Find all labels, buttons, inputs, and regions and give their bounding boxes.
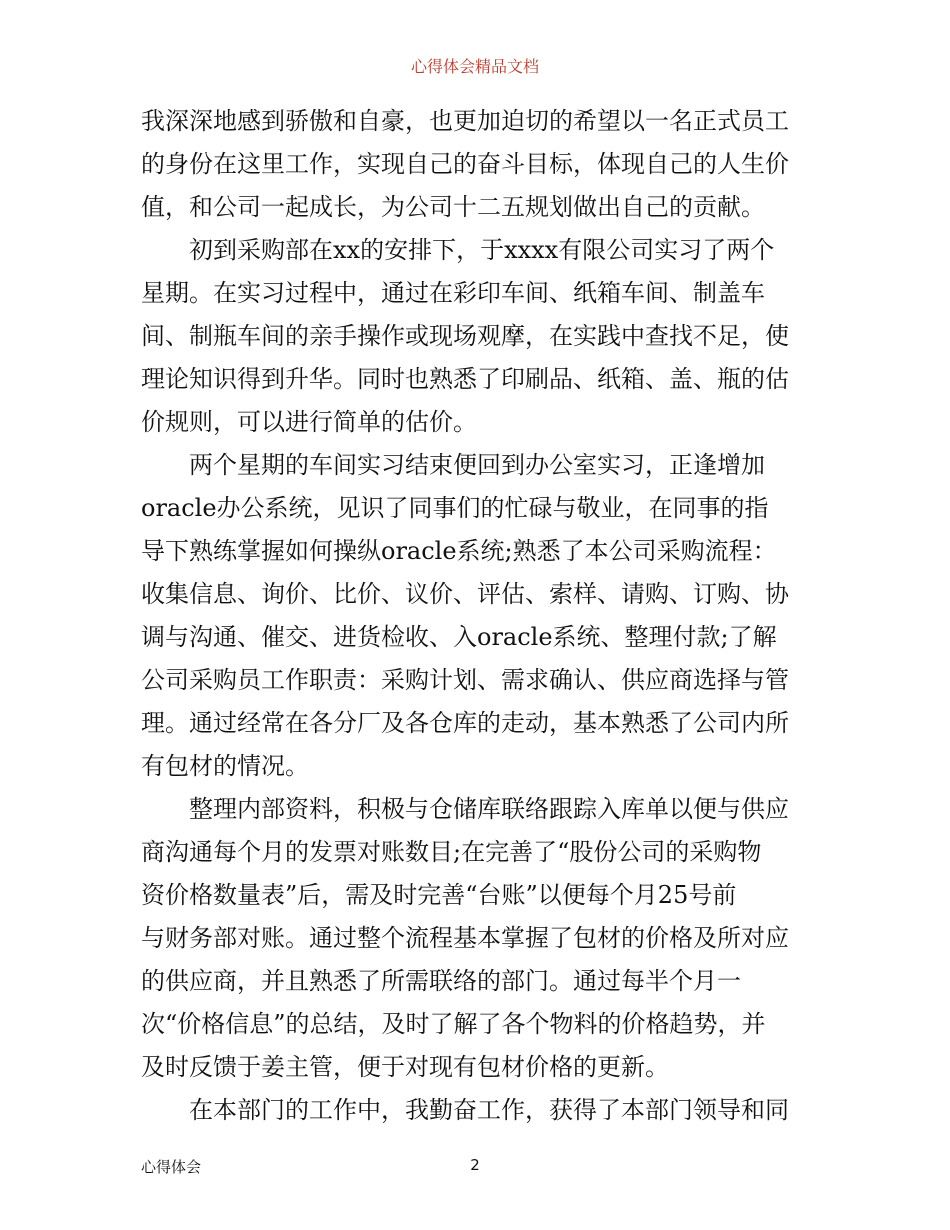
- body-line: 初到采购部在xx的安排下，于xxxx有限公司实习了两个: [189, 236, 775, 264]
- body-line: 星期。在实习过程中，通过在彩印车间、纸箱车间、制盖车: [141, 279, 765, 307]
- body-line: 两个星期的车间实习结束便回到办公室实习，正逢增加: [189, 451, 765, 479]
- body-line: 商沟通每个月的发票对账数目;在完善了“股份公司的采购物: [141, 838, 762, 866]
- body-line: 有包材的情况。: [141, 752, 309, 780]
- body-line: 资价格数量表”后，需及时完善“台账”以便每个月25号前: [141, 881, 737, 909]
- body-line: 理论知识得到升华。同时也熟悉了印刷品、纸箱、盖、瓶的估: [141, 365, 789, 393]
- page-number: 2: [470, 1156, 480, 1174]
- body-line: 理。通过经常在各分厂及各仓库的走动，基本熟悉了公司内所: [141, 709, 789, 737]
- body-line: 在本部门的工作中，我勤奋工作，获得了本部门领导和同: [189, 1096, 789, 1124]
- body-line: 的身份在这里工作，实现自己的奋斗目标，体现自己的人生价: [141, 150, 789, 178]
- footer-label: 心得体会: [141, 1158, 202, 1176]
- body-line: 调与沟通、催交、进货检收、入oracle系统、整理付款;了解: [141, 623, 777, 651]
- body-line: 间、制瓶车间的亲手操作或现场观摩，在实践中查找不足，使: [141, 322, 789, 350]
- body-line: 及时反馈于姜主管，便于对现有包材价格的更新。: [141, 1053, 669, 1081]
- body-line: oracle办公系统，见识了同事们的忙碌与敬业，在同事的指: [141, 494, 769, 522]
- body-line: 次“价格信息”的总结，及时了解了各个物料的价格趋势，并: [141, 1010, 766, 1038]
- body-line: 公司采购员工作职责：采购计划、需求确认、供应商选择与管: [141, 666, 789, 694]
- body-line: 价规则，可以进行简单的估价。: [141, 408, 477, 436]
- document-body: [141, 100, 821, 1132]
- body-line: 导下熟练掌握如何操纵oracle系统;熟悉了本公司采购流程：: [141, 537, 777, 565]
- body-line: 整理内部资料，积极与仓储库联络跟踪入库单以便与供应: [189, 795, 789, 823]
- body-line: 的供应商，并且熟悉了所需联络的部门。通过每半个月一: [141, 967, 741, 995]
- body-line: 值，和公司一起成长，为公司十二五规划做出自己的贡献。: [141, 193, 765, 221]
- body-line: 收集信息、询价、比价、议价、评估、索样、请购、订购、协: [141, 580, 789, 608]
- body-line: 我深深地感到骄傲和自豪，也更加迫切的希望以一名正式员工: [141, 107, 789, 135]
- page-header-title: 心得体会精品文档: [410, 57, 539, 76]
- body-line: 与财务部对账。通过整个流程基本掌握了包材的价格及所对应: [141, 924, 789, 952]
